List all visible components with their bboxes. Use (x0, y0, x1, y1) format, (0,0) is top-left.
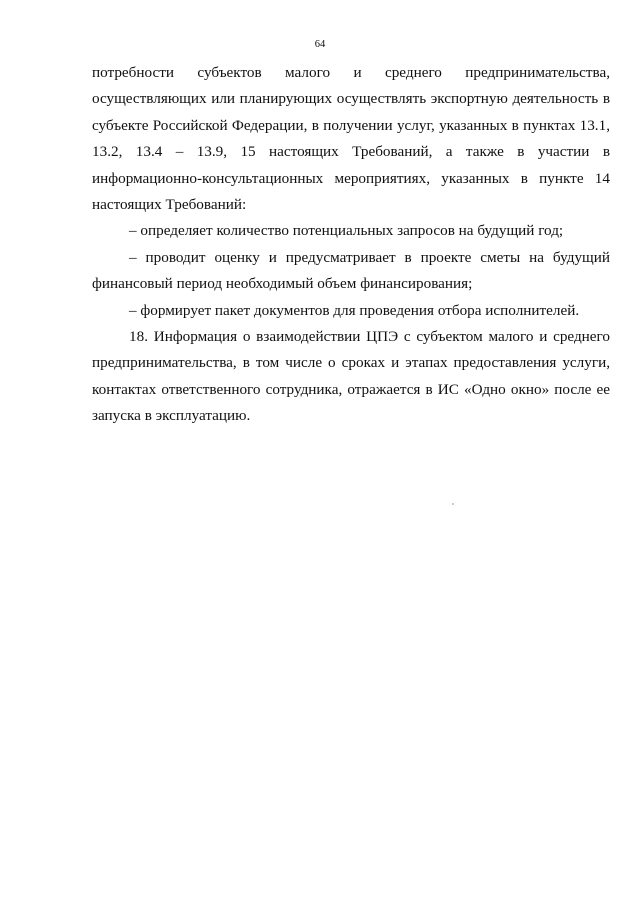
page-number: 64 (314, 39, 326, 50)
paragraph-item-documents: – формирует пакет документов для проведения отбора исполнителей. (129, 301, 580, 319)
paragraph-18: 18. Информация о взаимодействии ЦПЭ с субъектом малого и среднего предпринимательства, в том числе о сроках и этапах предоставления услуги, контактах ответственного сотрудника, отражается в ИС «Одно окно» после ее запуска в эксплуатацию. (92, 328, 610, 425)
paragraph-item-budget: – проводит оценку и предусматривает в проекте сметы на будущий финансовый период необходимый объем финансирования; (92, 248, 610, 293)
paragraph-continuation: потребности субъектов малого и среднего предпринимательства, осуществляющих или планирующих осуществлять экспортную деятельность в субъекте Российской Федерации, в получении услуг, указанных в пунктах 13.1, 13.2, 13.4 – 13.9, 15 настоящих Требований, а также в участии в информационно-консультационных мероприятиях, указанных в пункте 14 настоящих Требований: (92, 64, 610, 214)
scan-speck (452, 503, 454, 505)
body-text (92, 60, 610, 430)
paragraph-item-requests: – определяет количество потенциальных запросов на будущий год; (129, 222, 564, 240)
